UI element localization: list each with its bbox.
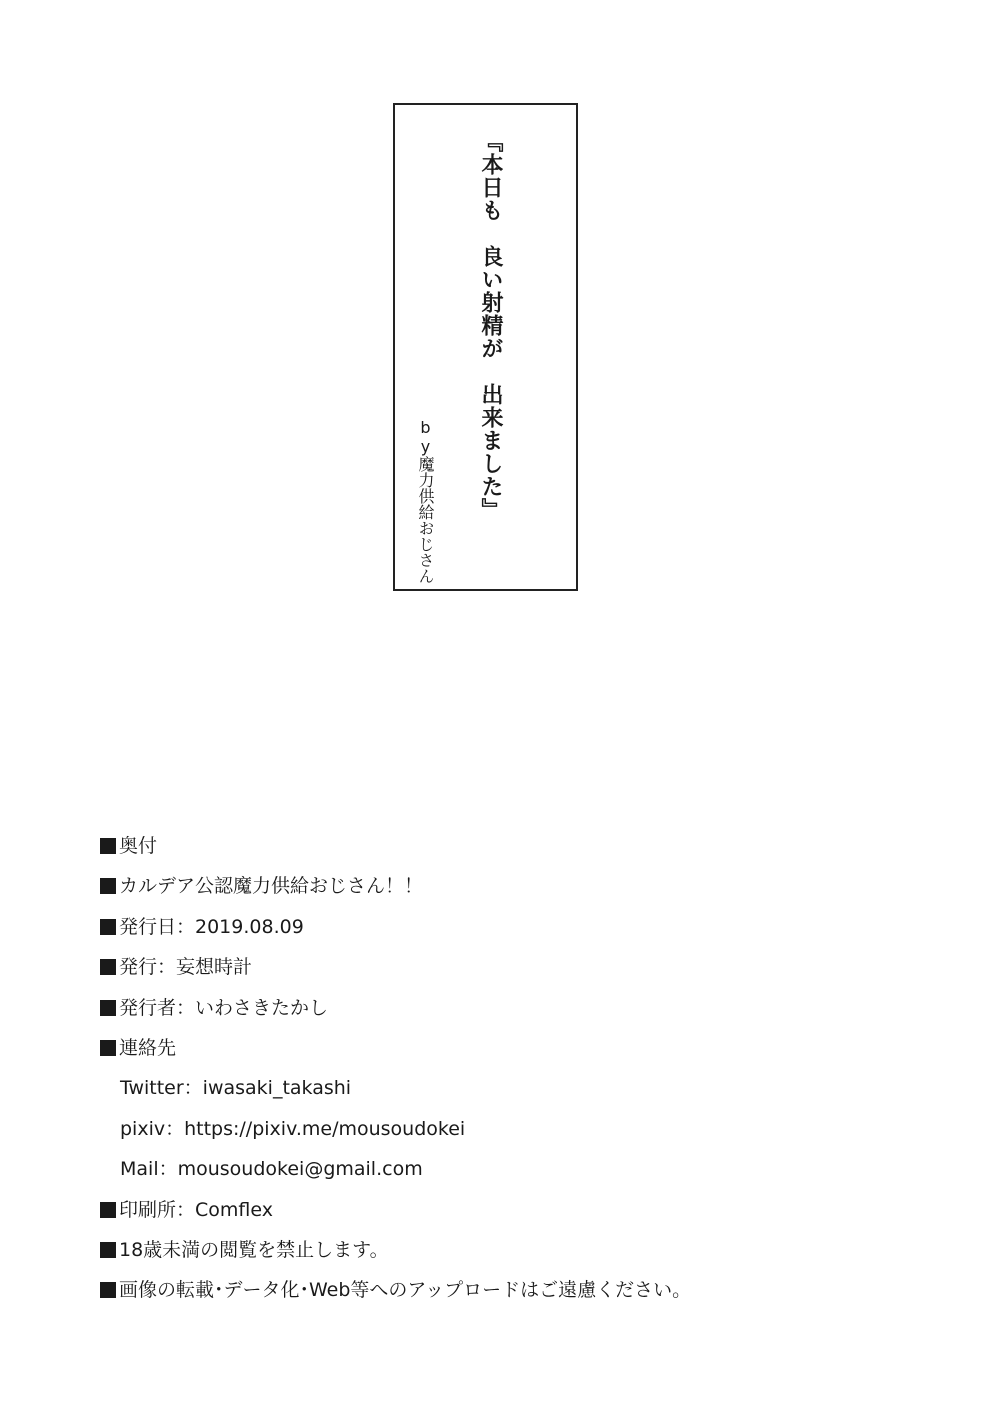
author-byline: by魔力供給おじさん <box>416 418 435 584</box>
age-notice: 18歳未満の閲覧を禁止します。 <box>119 1238 389 1261</box>
book-title-vertical: 『本日も 良い射精が 出来ました』 <box>478 130 503 521</box>
author-row <box>100 994 920 1034</box>
square-bullet-icon <box>100 1242 116 1258</box>
contact-twitter: Twitter：iwasaki_takashi <box>120 1077 352 1100</box>
square-bullet-icon <box>100 878 116 894</box>
contact-pixiv: pixiv：https://pixiv.me/mousoudokei <box>120 1117 466 1140</box>
colophon <box>100 832 920 1317</box>
publisher: 発行：妄想時計 <box>119 956 253 979</box>
publish-date-row <box>100 913 920 953</box>
square-bullet-icon <box>100 838 116 854</box>
okuzuke-label: 奥付 <box>119 835 158 857</box>
author: 発行者：いわさきたかし <box>119 996 329 1019</box>
square-bullet-icon <box>100 1282 116 1298</box>
book-title-row <box>100 872 920 912</box>
contact-heading-row <box>100 1034 920 1074</box>
okuzuke-heading <box>100 832 920 872</box>
publisher-row <box>100 953 920 993</box>
reproduction-notice-row <box>100 1276 920 1316</box>
printer: 印刷所：Comflex <box>119 1198 273 1221</box>
square-bullet-icon <box>100 1040 116 1056</box>
contact-heading: 連絡先 <box>119 1036 177 1059</box>
square-bullet-icon <box>100 959 116 975</box>
book-title: カルデア公認魔力供給おじさん！！ <box>119 875 424 898</box>
square-bullet-icon <box>100 1000 116 1016</box>
square-bullet-icon <box>100 919 116 935</box>
printer-row <box>100 1196 920 1236</box>
contact-mail: Mail：mousoudokei@gmail.com <box>120 1158 423 1181</box>
square-bullet-icon <box>100 1202 116 1218</box>
age-notice-row <box>100 1236 920 1276</box>
publish-date: 発行日：2019.08.09 <box>119 915 304 938</box>
reproduction-notice: 画像の転載･データ化･Web等へのアップロードはご遠慮ください。 <box>119 1279 692 1302</box>
